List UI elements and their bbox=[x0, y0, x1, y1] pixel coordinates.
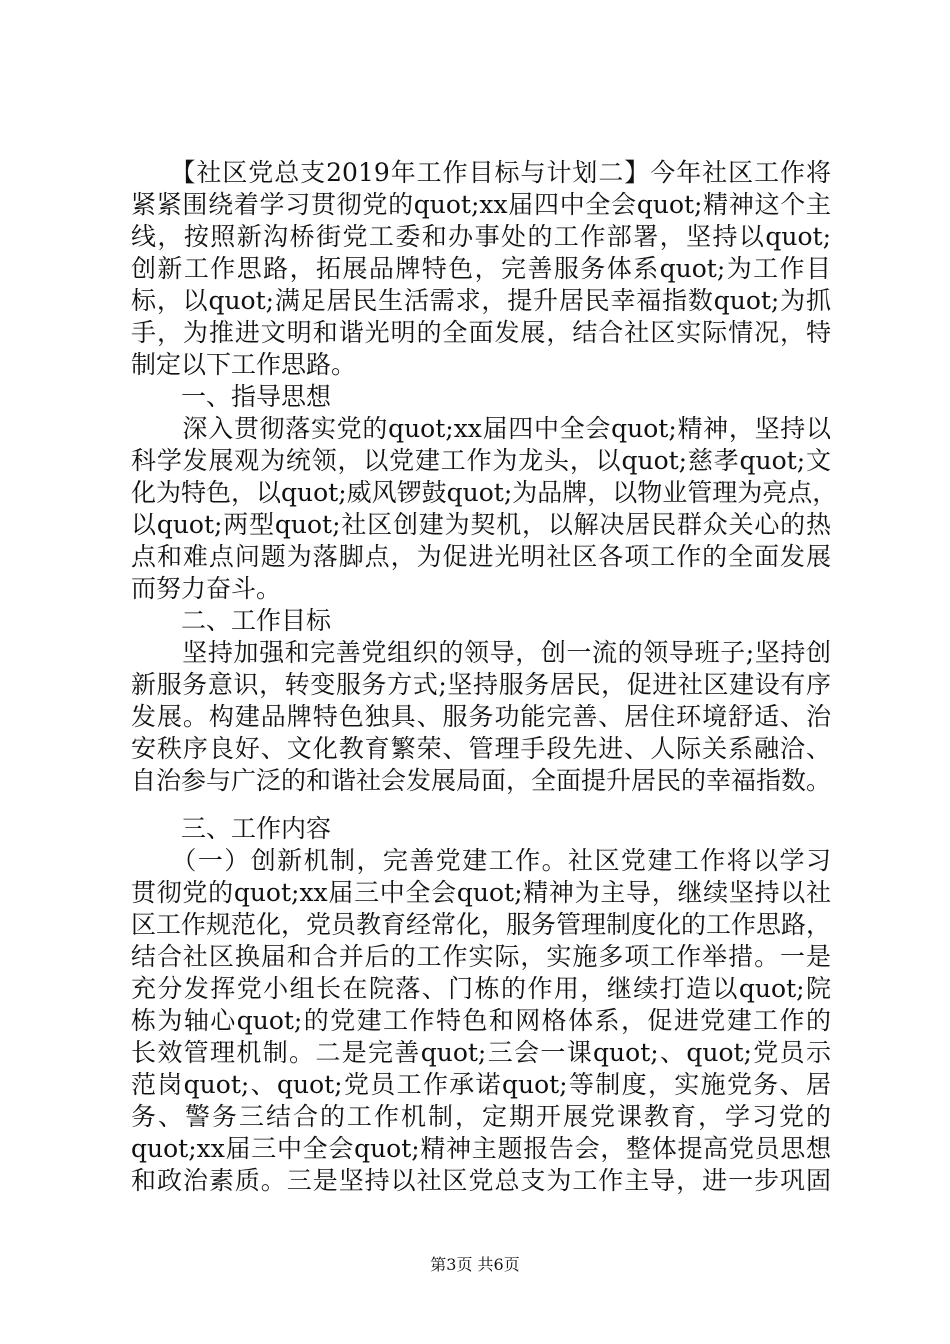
text-line: 创新工作思路，拓展品牌特色，完善服务体系quot;为工作目 bbox=[131, 254, 831, 283]
text-line: 【社区党总支2019年工作目标与计划二】今年社区工作将 bbox=[131, 158, 831, 187]
text-line: 标，以quot;满足居民生活需求，提升居民幸福指数quot;为抓 bbox=[131, 286, 831, 315]
section-heading: 一、指导思想 bbox=[131, 382, 332, 411]
text-line: 手，为推进文明和谐光明的全面发展，结合社区实际情况，特 bbox=[131, 318, 831, 347]
text-line: 区工作规范化，党员教育经常化，服务管理制度化的工作思路， bbox=[131, 910, 832, 939]
text-line: 制定以下工作思路。 bbox=[131, 350, 357, 379]
text-line: 线，按照新沟桥街党工委和办事处的工作部署，坚持以quot; bbox=[131, 222, 831, 251]
text-line: 自治参与广泛的和谐社会发展局面，全面提升居民的幸福指数。 bbox=[131, 766, 832, 795]
text-line: 深入贯彻落实党的quot;xx届四中全会quot;精神，坚持以 bbox=[131, 414, 831, 443]
text-line: 贯彻党的quot;xx届三中全会quot;精神为主导，继续坚持以社 bbox=[131, 878, 831, 907]
text-line: 发展。构建品牌特色独具、服务功能完善、居住环境舒适、治 bbox=[131, 702, 831, 731]
text-line: 务、警务三结合的工作机制，定期开展党课教育，学习党的 bbox=[131, 1102, 831, 1131]
text-line: 结合社区换届和合并后的工作实际，实施多项工作举措。一是 bbox=[131, 942, 831, 971]
text-line: 范岗quot;、quot;党员工作承诺quot;等制度，实施党务、居 bbox=[131, 1070, 831, 1099]
text-line: 紧紧围绕着学习贯彻党的quot;xx届四中全会quot;精神这个主 bbox=[131, 190, 831, 219]
text-line: 点和难点问题为落脚点，为促进光明社区各项工作的全面发展 bbox=[131, 542, 831, 571]
text-line: 新服务意识，转变服务方式;坚持服务居民，促进社区建设有序 bbox=[131, 670, 831, 699]
text-line: 栋为轴心quot;的党建工作特色和网格体系，促进党建工作的 bbox=[131, 1006, 831, 1035]
text-line: 充分发挥党小组长在院落、门栋的作用，继续打造以quot;院 bbox=[131, 974, 831, 1003]
page-footer: 第3页 共6页 bbox=[430, 1255, 520, 1274]
section-heading: 二、工作目标 bbox=[131, 606, 332, 635]
text-line: 长效管理机制。二是完善quot;三会一课quot;、quot;党员示 bbox=[131, 1038, 831, 1067]
text-line: 以quot;两型quot;社区创建为契机，以解决居民群众关心的热 bbox=[131, 510, 831, 539]
text-line: 安秩序良好、文化教育繁荣、管理手段先进、人际关系融洽、 bbox=[131, 734, 831, 763]
text-line: 和政治素质。三是坚持以社区党总支为工作主导，进一步巩固 bbox=[131, 1166, 831, 1195]
text-line: 科学发展观为统领，以党建工作为龙头，以quot;慈孝quot;文 bbox=[131, 446, 831, 475]
text-line: （一）创新机制，完善党建工作。社区党建工作将以学习 bbox=[131, 846, 831, 875]
section-heading: 三、工作内容 bbox=[131, 814, 332, 843]
text-line: 坚持加强和完善党组织的领导，创一流的领导班子;坚持创 bbox=[131, 638, 831, 667]
text-line: quot;xx届三中全会quot;精神主题报告会，整体提高党员思想 bbox=[131, 1134, 831, 1163]
text-line: 化为特色，以quot;威风锣鼓quot;为品牌，以物业管理为亮点， bbox=[131, 478, 838, 507]
text-line: 而努力奋斗。 bbox=[131, 574, 282, 603]
